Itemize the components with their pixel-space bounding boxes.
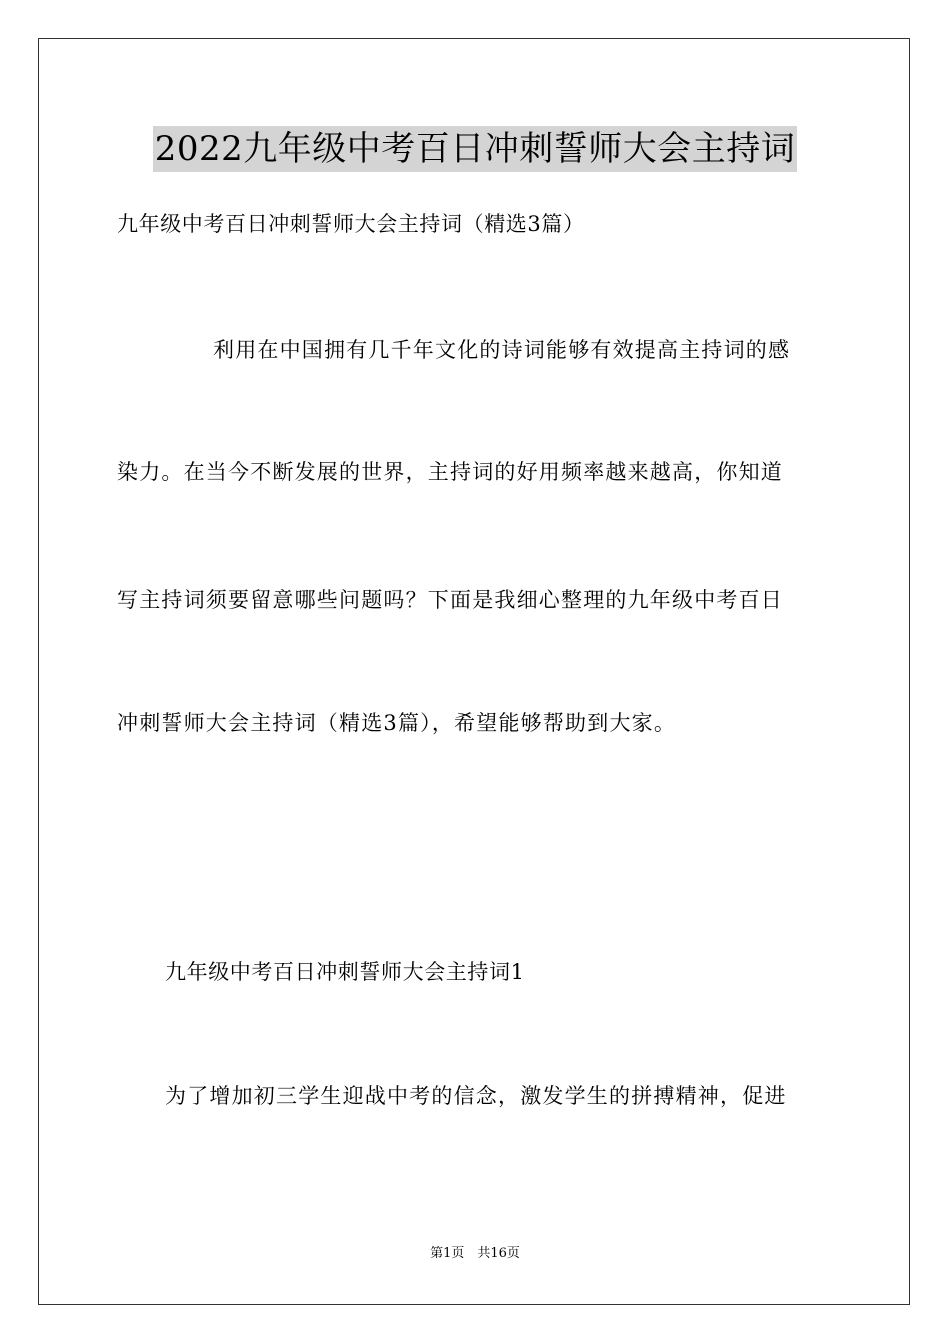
page-footer: 第1页 共16页 — [430, 1246, 520, 1261]
body-line-1: 为了增加初三学生迎战中考的信念，激发学生的拼搏精神，促进 — [165, 1084, 787, 1108]
intro-line-1: 利用在中国拥有几千年文化的诗词能够有效提高主持词的感 — [213, 338, 791, 362]
document-title: 2022九年级中考百日冲刺誓师大会主持词 — [153, 126, 798, 172]
intro-line-2: 染力。在当今不断发展的世界，主持词的好用频率越来越高，你知道 — [117, 460, 783, 484]
section-heading: 九年级中考百日冲刺誓师大会主持词1 — [165, 960, 525, 984]
document-subtitle: 九年级中考百日冲刺誓师大会主持词（精选3篇） — [117, 212, 585, 236]
title-container — [0, 126, 950, 172]
intro-line-3: 写主持词须要留意哪些问题吗？下面是我细心整理的九年级中考百日 — [117, 588, 783, 612]
intro-line-4: 冲刺誓师大会主持词（精选3篇），希望能够帮助到大家。 — [117, 711, 677, 735]
